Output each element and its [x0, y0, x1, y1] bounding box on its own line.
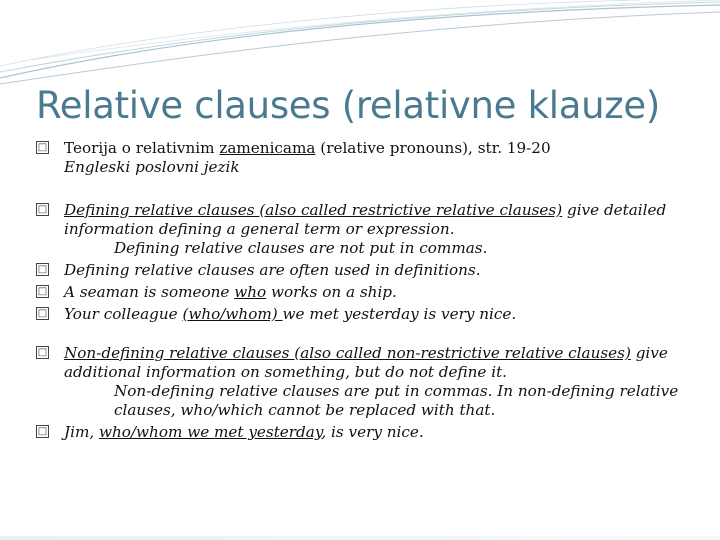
text: give additional information on something, but do not define it. [64, 344, 668, 381]
underlined-term: (who/whom) [182, 305, 283, 323]
bullet-item-example-colleague [36, 305, 696, 324]
indented-note: Non-defining relative clauses are put in commas. In non-defining relative clauses, who/which cannot be replaced with that. [114, 382, 679, 419]
book-title: Engleski poslovni jezik [64, 158, 240, 176]
decorative-header-curves [0, 0, 720, 90]
text: we met yesterday is very nice. [282, 305, 517, 323]
bullet-item-defining [36, 201, 696, 258]
underlined-term: Non-defining relative clauses (also called non-restrictive relative clauses) [64, 344, 631, 362]
slide-content [36, 139, 696, 442]
bullet-icon: □ [37, 204, 48, 215]
bullet-icon: □ [37, 264, 48, 275]
text: Teorija o relativnim [64, 139, 220, 157]
bullet-item-example-jim [36, 423, 696, 442]
indented-note: Defining relative clauses are not put in commas. [114, 239, 488, 257]
text: works on a ship. [266, 283, 397, 301]
underlined-term: who/whom we met yesterday [99, 423, 322, 441]
bullet-icon: □ [37, 426, 48, 437]
text: A seaman is someone [64, 283, 235, 301]
text: Your colleague [64, 305, 183, 323]
underlined-term: who [234, 283, 267, 301]
text: (relative pronouns), str. 19-20 [315, 139, 551, 157]
bullet-item-non-defining [36, 344, 696, 420]
text: , is very nice. [321, 423, 424, 441]
bullet-item-theory [36, 139, 696, 177]
bullet-item-example-seaman [36, 283, 696, 302]
bullet-item-definitions [36, 261, 696, 280]
slide-title: Relative clauses (relativne klauze) [36, 84, 660, 127]
text: Defining relative clauses are often used in definitions. [64, 261, 481, 279]
bullet-icon: □ [37, 286, 48, 297]
text: Jim, [64, 423, 100, 441]
underlined-term: zamenicama [219, 139, 316, 157]
bottom-decorative-band [0, 536, 720, 540]
bullet-icon: □ [37, 347, 48, 358]
underlined-term: Defining relative clauses (also called restrictive relative clauses) [64, 201, 563, 219]
bullet-icon: □ [37, 142, 48, 153]
text: give detailed information defining a general term or expression. [64, 201, 667, 238]
bullet-icon: □ [37, 308, 48, 319]
